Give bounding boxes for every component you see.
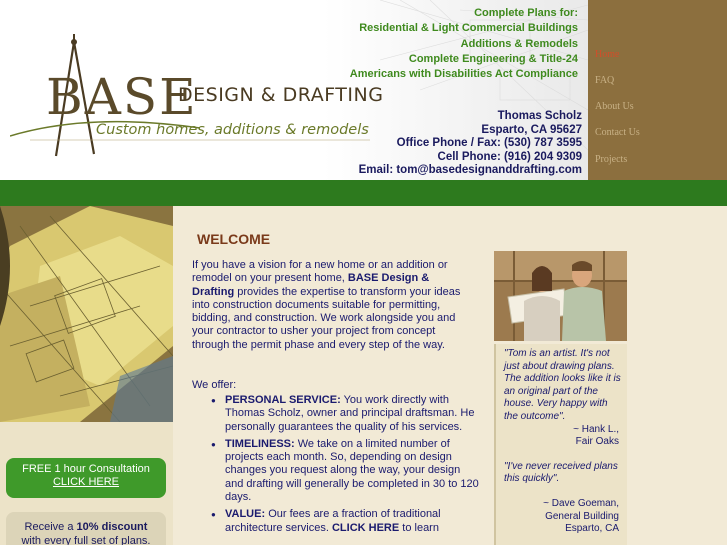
plans-line: Residential & Light Commercial Buildings	[359, 22, 578, 35]
testimonial-place: Esparto, CA	[565, 523, 619, 535]
offer-title: TIMELINESS:	[225, 437, 295, 450]
nav-item-home[interactable]: Home	[595, 49, 620, 60]
logo-base-text: BASE	[46, 68, 198, 126]
header	[0, 0, 588, 180]
intro-company-name: BASE Design & Drafting	[192, 272, 430, 298]
plans-line: Americans with Disabilities Act Compliance	[349, 68, 578, 81]
testimonial-author: ~ Hank L.,	[573, 423, 619, 435]
plans-line: Complete Plans for:	[474, 7, 578, 19]
offer-title: PERSONAL SERVICE:	[225, 394, 341, 406]
free-consultation-text: FREE 1 hour Consultation	[22, 463, 150, 475]
right-sidebar	[487, 206, 727, 545]
testimonial-quote: "Tom is an artist. It's not just about drawing plans. The addition looks like it is an original part of the house. Very happy with the outcome".	[504, 348, 621, 422]
email-link[interactable]: Email: tom@basedesignanddrafting.com	[358, 164, 582, 177]
discount-line	[6, 520, 166, 534]
contact-name: Thomas Scholz	[497, 110, 582, 122]
offer-text: We take on a limited number of projects each month. So, depending on design changes you request along the way, your design and drafting will generally be completed in 30 to 120 days.	[225, 437, 479, 504]
logo-tagline: Custom homes, additions & remodels	[96, 122, 369, 138]
testimonial-quote: "I've never received plans this quickly".	[504, 460, 618, 485]
free-consultation-box	[6, 458, 166, 498]
offer-text: You work directly with Thomas Scholz, owner and principal draftsman. He personally guarantees the quality of his services.	[225, 394, 475, 433]
spacer	[504, 486, 623, 498]
offer-title: VALUE:	[225, 508, 266, 521]
discount-post: with every full set of plans.	[21, 535, 151, 545]
testimonial-place: General Building	[545, 510, 619, 522]
nav-item-about-us[interactable]: About Us	[595, 101, 634, 112]
nav-item-projects[interactable]: Projects	[595, 154, 628, 165]
offer-item-personal-service	[211, 394, 479, 434]
value-click-here-link[interactable]: CLICK HERE	[331, 521, 400, 534]
intro-text-2: provides the expertise to transform your ideas into construction documents suitable for permitting, bidding, and construction. We work alongside you and your contractor to usher your project from concept through the permit phase and every step of the way.	[192, 285, 461, 351]
blueprint-photo	[0, 206, 173, 422]
free-consultation-link[interactable]: CLICK HERE	[52, 476, 120, 488]
offer-heading: We offer:	[192, 379, 237, 391]
clients-photo	[494, 251, 627, 341]
intro-paragraph	[192, 259, 474, 352]
left-sidebar	[0, 206, 173, 545]
main-nav	[588, 0, 727, 180]
logo[interactable]	[10, 30, 384, 160]
intro-text-1: If you have a vision for a new home or an addition or remodel on your present home,	[192, 259, 448, 285]
cell-phone: Cell Phone: (916) 204 9309	[437, 150, 582, 163]
plans-list	[350, 6, 578, 82]
spacer	[504, 449, 623, 461]
discount-amount: 10% discount	[76, 521, 148, 533]
logo-design-drafting-text: DESIGN & DRAFTING	[178, 84, 384, 106]
plans-line: Additions & Remodels	[460, 37, 578, 50]
contact-city: Esparto, CA 95627	[481, 123, 582, 136]
green-divider-bar	[0, 180, 727, 206]
offer-item-timeliness	[211, 438, 479, 504]
plans-line: Complete Engineering & Title-24	[408, 52, 578, 65]
discount-pre: Receive a	[24, 521, 77, 533]
contact-info	[359, 110, 582, 178]
testimonial-author: ~ Dave Goeman,	[543, 497, 619, 509]
offer-text-tail: to learn	[399, 521, 439, 534]
offers-list	[211, 394, 479, 539]
welcome-heading: WELCOME	[197, 231, 271, 247]
nav-item-contact-us[interactable]: Contact Us	[595, 127, 640, 138]
nav-item-faq[interactable]: FAQ	[595, 75, 615, 86]
testimonials	[494, 344, 627, 545]
offer-text: Our fees are a fraction of traditional architecture services.	[225, 508, 441, 534]
office-phone: Office Phone / Fax: (530) 787 3595	[396, 137, 582, 150]
discount-box	[6, 512, 166, 545]
offer-item-value	[211, 508, 479, 535]
main-content	[173, 206, 487, 545]
testimonial-place: Fair Oaks	[575, 436, 619, 448]
